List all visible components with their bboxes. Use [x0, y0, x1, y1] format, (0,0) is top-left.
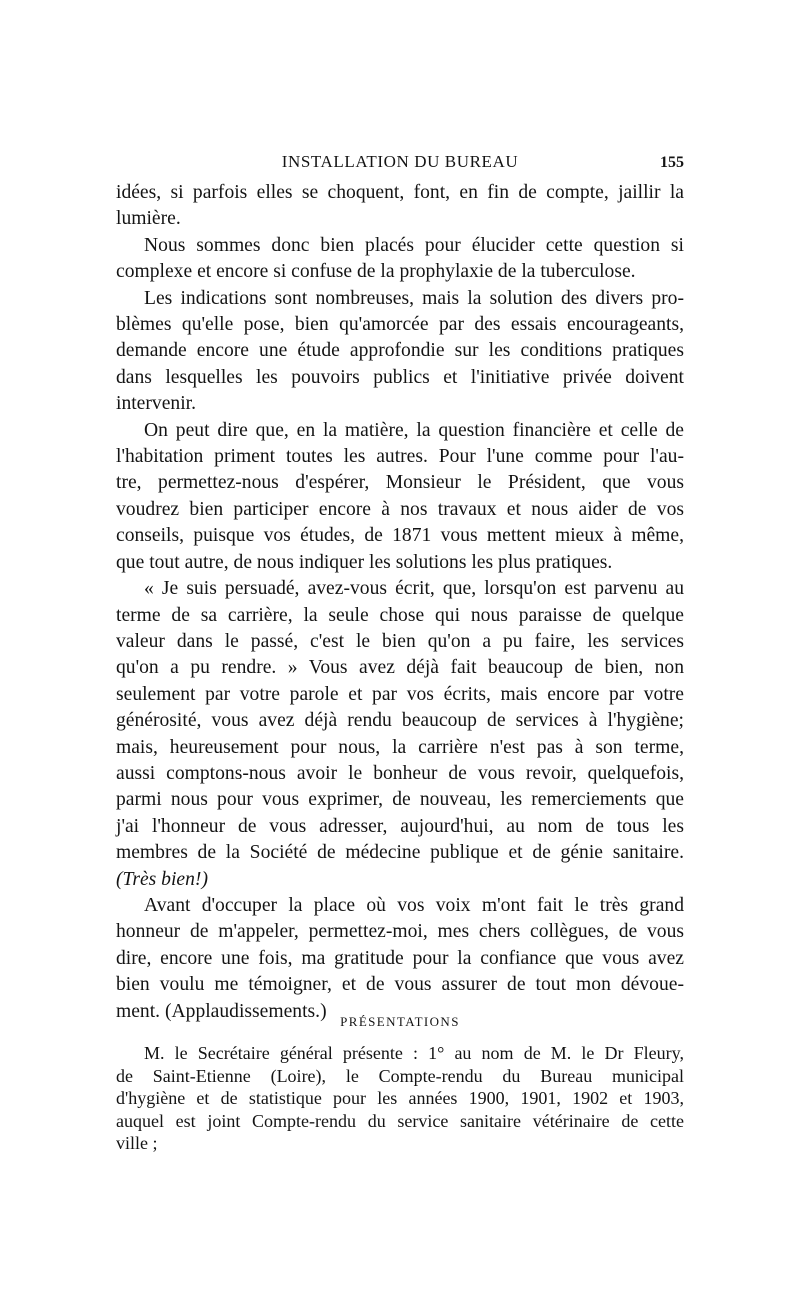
paragraph — [116, 418, 684, 576]
text-line: lumière. — [116, 208, 181, 230]
paragraph — [116, 286, 684, 418]
presentations-paragraph — [116, 1042, 684, 1155]
text-line: de Saint-Etienne (Loire), le Compte-rendu du Bureau municipal — [116, 1065, 684, 1086]
text-line: d'hygiène et de statistique pour les années 1900, 1901, 1902 et 1903, — [116, 1088, 684, 1108]
text-line: idées, si parfois elles se choquent, font, en fin de compte, jaillir la — [116, 182, 684, 203]
text-line: aussi comptons-nous avoir le bonheur de vous revoir, quelquefois, — [116, 762, 684, 784]
text-line: Les indications sont nombreuses, mais la solution des divers pro- — [144, 287, 684, 309]
text-line: tre, permettez-nous d'espérer, Monsieur le Président, que vous — [116, 472, 684, 494]
body-text — [116, 180, 684, 1025]
text-line: blèmes qu'elle pose, bien qu'amorcée par des essais encourageants, — [116, 314, 684, 336]
paragraph — [116, 576, 684, 893]
text-line: Nous sommes donc bien placés pour élucider cette question si — [144, 234, 684, 256]
text-line: On peut dire que, en la matière, la question financière et celle de — [144, 419, 684, 441]
text-line: voudrez bien participer encore à nos travaux et nous aider de vos — [116, 498, 684, 520]
text-line: dire, encore une fois, ma gratitude pour la confiance que vous avez — [116, 947, 684, 969]
text-line: auquel est joint Compte-rendu du service sanitaire vétérinaire de cette — [116, 1110, 684, 1131]
text-line: complexe et encore si confuse de la prophylaxie de la tuberculose. — [116, 261, 636, 283]
text-line: bien voulu me témoigner, et de vous assurer de tout mon dévoue- — [116, 974, 684, 996]
paragraph — [116, 233, 684, 286]
text-line: dans lesquelles les pouvoirs publics et l'initiative privée doivent — [116, 366, 684, 388]
text-line: intervenir. — [116, 393, 196, 415]
text-line: ment. (Applaudissements.) — [116, 1000, 327, 1022]
text-line: (Très bien!) — [116, 868, 208, 890]
text-line: Avant d'occuper la place où vos voix m'ont fait le très grand — [144, 894, 684, 916]
text-line: j'ai l'honneur de vous adresser, aujourd'hui, au nom de tous les — [116, 815, 684, 837]
text-line: que tout autre, de nous indiquer les solutions les plus pratiques. — [116, 551, 613, 573]
text-line: l'habitation priment toutes les autres. Pour l'une comme pour l'au- — [116, 446, 684, 468]
text-line: parmi nous pour vous exprimer, de nouveau, les remerciements que — [116, 789, 684, 811]
text-line: qu'on a pu rendre. » Vous avez déjà fait beaucoup de bien, non — [116, 657, 684, 679]
text-line: valeur dans le passé, c'est le bien qu'on a pu faire, les services — [116, 630, 684, 652]
text-line: « Je suis persuadé, avez-vous écrit, que, lorsqu'on est parvenu au — [144, 578, 684, 600]
text-line: conseils, puisque vos études, de 1871 vous mettent mieux à même, — [116, 525, 684, 547]
text-line: mais, heureusement pour nous, la carrière n'est pas à son terme, — [116, 736, 684, 758]
text-line: générosité, vous avez déjà rendu beaucoup de services à l'hygiène; — [116, 710, 684, 732]
paragraph — [116, 180, 684, 233]
text-line: seulement par votre parole et par vos écrits, mais encore par votre — [116, 683, 684, 705]
text-line: demande encore une étude approfondie sur les conditions pratiques — [116, 340, 684, 362]
text-line: membres de la Société de médecine publique et de génie sanitaire. — [116, 842, 684, 864]
running-title: INSTALLATION DU BUREAU — [281, 152, 519, 171]
text-line: ville ; — [116, 1133, 158, 1153]
text-line: M. le Secrétaire général présente : 1° au nom de M. le Dr Fleury, — [144, 1043, 684, 1063]
page-number: 155 — [660, 154, 684, 171]
section-title: PRÉSENTATIONS — [340, 1014, 460, 1029]
paragraph — [116, 893, 684, 1025]
page-header — [116, 148, 684, 176]
text-line: honneur de m'appeler, permettez-moi, mes chers collègues, de vous — [116, 921, 684, 943]
text-line: terme de sa carrière, la seule chose qui nous paraisse de quelque — [116, 604, 684, 626]
